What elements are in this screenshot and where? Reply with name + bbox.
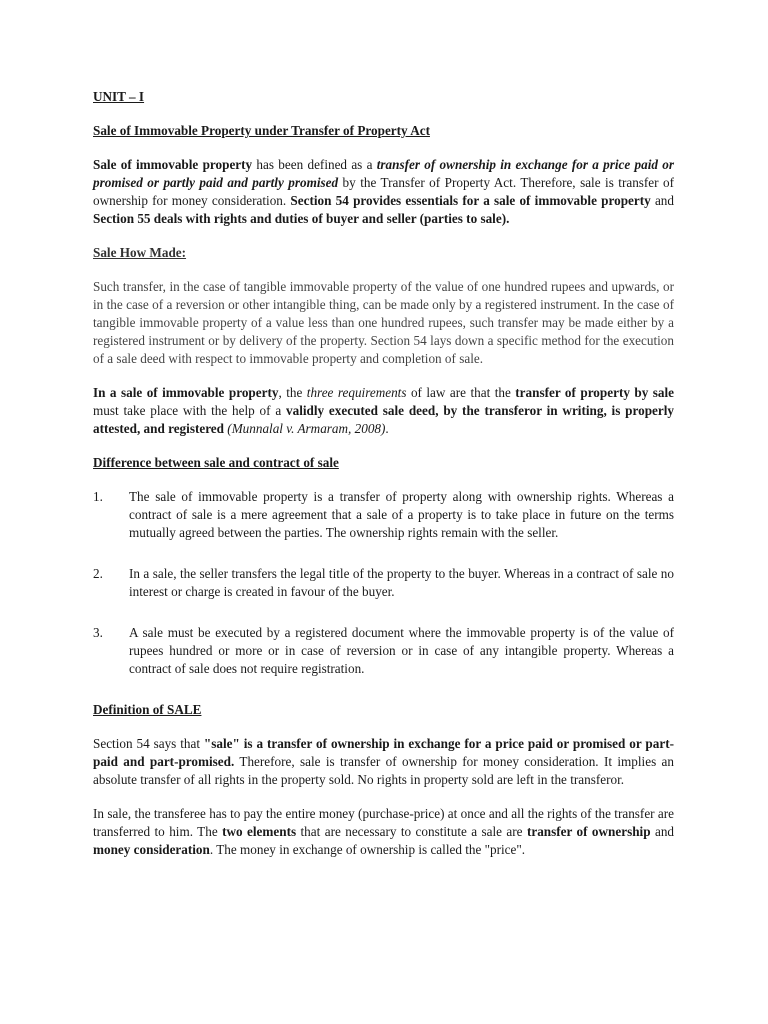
- money-consideration-term: money consideration: [93, 842, 210, 857]
- difference-list: [93, 488, 674, 678]
- definition-p2-text-a: In sale, the transferee has to pay the entire money (purchase-price) at once and all the rights of the transfer are transferred to him. The: [93, 806, 674, 839]
- intro-paragraph: [93, 156, 674, 228]
- requirements-bold-2: transfer of property by sale: [515, 385, 675, 400]
- intro-definition: transfer of ownership in exchange for a price paid or promised or partly paid and partly promised: [93, 157, 674, 190]
- sale-how-made-heading: Sale How Made:: [93, 245, 187, 260]
- list-item: [93, 488, 674, 542]
- definition-p2-text-b: that are necessary to constitute a sale are: [296, 824, 527, 839]
- list-item-text: The sale of immovable property is a transfer of property along with ownership rights. Whereas a contract of sale is a mere agreement that a sale of a property is to take place in future on the terms mutually agreed between the parties. The ownership rights remain with the seller.: [129, 489, 674, 540]
- list-item: [93, 624, 674, 678]
- requirements-text-5: .: [385, 421, 389, 436]
- definition-p2-text-d: . The money in exchange of ownership is called the "price".: [209, 842, 526, 857]
- requirements-paragraph: [93, 384, 674, 438]
- unit-title: UNIT – I: [93, 89, 145, 104]
- requirements-italic: three requirements: [306, 385, 407, 400]
- intro-section54: Section 54 provides essentials for a sale of immovable property: [290, 193, 651, 208]
- list-item-text: A sale must be executed by a registered document where the immovable property is of the value of rupees hundred or more or in case of reversion or in case of any intangible property. Whereas a contract of sale does not require registration.: [129, 625, 674, 676]
- transfer-of-ownership-term: transfer of ownership: [526, 824, 651, 839]
- intro-text-a: has been defined as a: [252, 157, 377, 172]
- intro-bold-term: Sale of immovable property: [93, 157, 253, 172]
- definition-text-a: Section 54 says that: [93, 736, 204, 751]
- definition-paragraph-1: [93, 735, 674, 789]
- sale-how-made-paragraph: Such transfer, in the case of tangible immovable property of the value of one hundred rupees and upwards, or in the case of a reversion or other intangible thing, can be made only by a registered instrument. In the case of tangible immovable property of a value less than one hundred rupees, such transfer may be made either by a registered instrument or by delivery of the property. Section 54 lays down a specific method for the execution of a sale deed with respect to immovable property and completion of sale.: [93, 279, 674, 366]
- requirements-text-3: must take place with the help of a: [93, 403, 286, 418]
- requirements-text-2: of law are that the: [406, 385, 516, 400]
- requirements-bold-3: validly executed sale deed, by the transferor in writing, is properly attested, and registered: [93, 403, 674, 436]
- requirements-bold-1: In a sale of immovable property: [93, 385, 279, 400]
- section-heading: Sale of Immovable Property under Transfer of Property Act: [93, 123, 430, 138]
- difference-heading: Difference between sale and contract of sale: [93, 455, 339, 470]
- list-item-text: In a sale, the seller transfers the legal title of the property to the buyer. Whereas in a contract of sale no interest or charge is created in favour of the buyer.: [129, 566, 674, 599]
- intro-text-c: and: [650, 193, 674, 208]
- definition-p2-text-c: and: [650, 824, 675, 839]
- definition-heading: Definition of SALE: [93, 702, 202, 717]
- list-item-number: 1.: [93, 489, 103, 504]
- case-citation: (Munnalal v. Armaram, 2008): [227, 421, 386, 436]
- definition-quote: "sale" is a transfer of ownership in exchange for a price paid or promised or part-paid and part-promised.: [93, 736, 674, 769]
- definition-paragraph-2: [93, 805, 674, 859]
- intro-text-b: by the Transfer of Property Act. Therefore, sale is transfer of ownership for money consideration.: [93, 175, 674, 208]
- two-elements-term: two elements: [222, 824, 297, 839]
- list-item-number: 3.: [93, 625, 103, 640]
- list-item: [93, 565, 674, 601]
- intro-section55: Section 55 deals with rights and duties of buyer and seller (parties to sale).: [93, 211, 510, 226]
- requirements-text-1: , the: [278, 385, 307, 400]
- definition-text-b: Therefore, sale is transfer of ownership for money consideration. It implies an absolute transfer of all rights in the property sold. No rights in property sold are left in the transferor.: [93, 754, 674, 787]
- list-item-number: 2.: [93, 566, 103, 581]
